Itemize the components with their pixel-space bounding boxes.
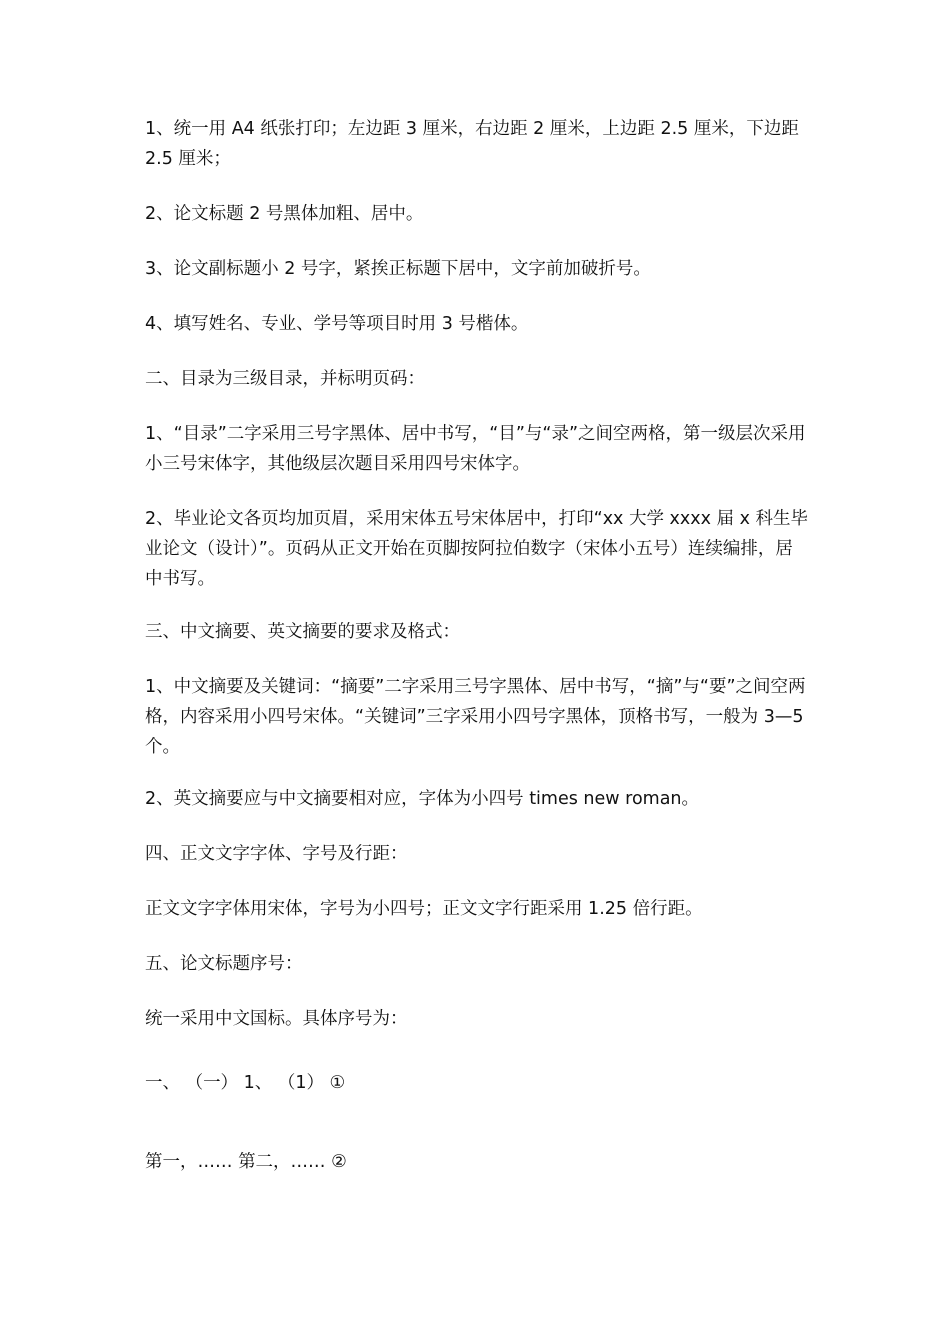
heading-section-5: 五、论文标题序号： — [145, 954, 303, 974]
heading-section-2: 二、目录为三级目录，并标明页码： — [145, 369, 425, 389]
paragraph-body-text-format: 正文文字字体用宋体，字号为小四号；正文文字行距采用 1.25 倍行距。 — [145, 899, 703, 919]
paragraph-header-footer: 2、毕业论文各页均加页眉，采用宋体五号宋体居中，打印“xx 大学 xxxx 届 x 科生毕业论文（设计）”。页码从正文开始在页脚按阿拉伯数字（宋体小五号）连续编排，居中书写。 — [145, 509, 809, 589]
heading-section-4: 四、正文文字字体、字号及行距： — [145, 844, 408, 864]
paragraph-paper-margins: 1、统一用 A4 纸张打印；左边距 3 厘米，右边距 2 厘米，上边距 2.5 厘米，下边距 2.5 厘米； — [145, 119, 799, 169]
paragraph-name-fields-format: 4、填写姓名、专业、学号等项目时用 3 号楷体。 — [145, 314, 529, 334]
paragraph-numbering-sequence-1: 一、 （一） 1、 （1） ① — [145, 1073, 346, 1093]
paragraph-toc-format: 1、“目录”二字采用三号字黑体、居中书写，“目”与“录”之间空两格，第一级层次采用小三号宋体字，其他级层次题目采用四号宋体字。 — [145, 424, 806, 474]
paragraph-subtitle-format: 3、论文副标题小 2 号字，紧挨正标题下居中，文字前加破折号。 — [145, 259, 651, 279]
paragraph-chinese-abstract: 1、中文摘要及关键词：“摘要”二字采用三号字黑体、居中书写，“摘”与“要”之间空两格，内容采用小四号宋体。“关键词”三字采用小四号字黑体，顶格书写，一般为 3—5 个。 — [145, 677, 806, 757]
paragraph-title-format: 2、论文标题 2 号黑体加粗、居中。 — [145, 204, 424, 224]
paragraph-numbering-sequence-2: 第一，…… 第二，…… ② — [145, 1152, 347, 1172]
heading-section-3: 三、中文摘要、英文摘要的要求及格式： — [145, 622, 460, 642]
paragraph-numbering-intro: 统一采用中文国标。具体序号为： — [145, 1009, 408, 1029]
paragraph-english-abstract: 2、英文摘要应与中文摘要相对应，字体为小四号 times new roman。 — [145, 789, 700, 809]
